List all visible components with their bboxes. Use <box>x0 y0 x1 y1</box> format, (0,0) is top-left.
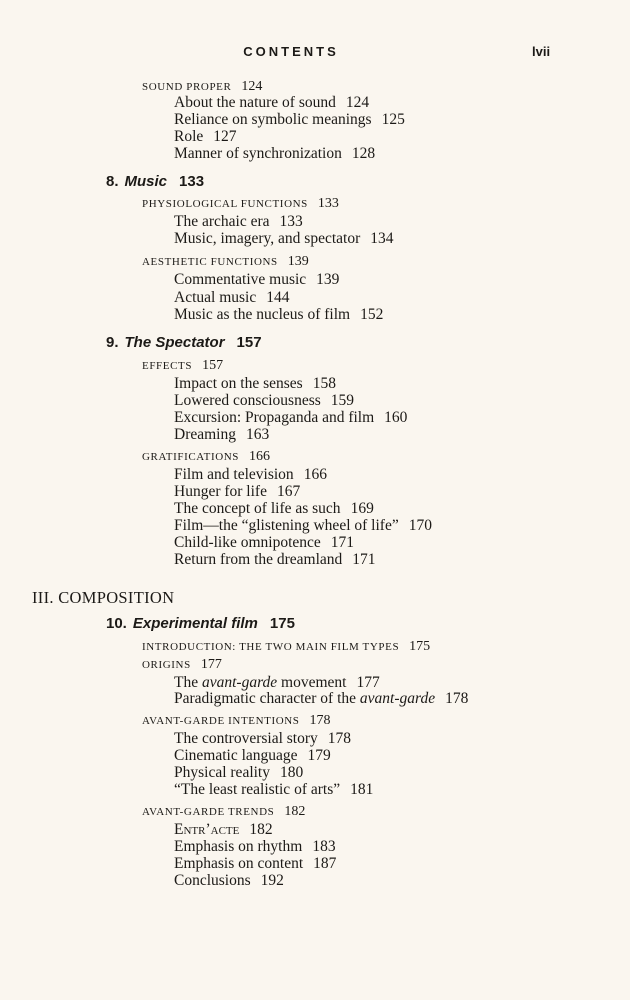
page-ref: 163 <box>245 426 270 443</box>
chapter-title: The Spectator <box>124 334 225 351</box>
subsection-entry <box>174 272 339 288</box>
subsection-entry <box>174 691 468 707</box>
page-ref: 133 <box>179 173 205 190</box>
page-ref: 133 <box>317 196 339 211</box>
page-ref: 144 <box>266 289 290 306</box>
chapter-number: 8. <box>106 173 119 190</box>
subsection-title: Film—the “glistening wheel of life” <box>174 517 399 534</box>
subsection-title: Conclusions <box>174 872 251 889</box>
section-title: INTRODUCTION: THE TWO MAIN FILM TYPES <box>142 641 400 653</box>
page-ref: 175 <box>269 615 295 632</box>
page-ref: 160 <box>384 409 408 426</box>
subsection-entry <box>174 518 432 534</box>
page-ref: 158 <box>312 375 336 392</box>
page-ref: 157 <box>202 358 224 373</box>
section-title: ORIGINS <box>142 659 191 671</box>
section-title: EFFECTS <box>142 360 193 372</box>
subsection-entry <box>174 307 383 323</box>
section-title: AVANT-GARDE INTENTIONS <box>142 715 300 727</box>
subsection-entry <box>174 393 354 409</box>
page-ref: 175 <box>409 639 431 654</box>
subsection-entry <box>174 748 331 764</box>
page-ref: 124 <box>345 94 370 111</box>
subsection-entry <box>174 95 369 111</box>
section-entry <box>142 80 262 94</box>
subsection-entry <box>174 839 336 855</box>
page-ref: 128 <box>351 145 376 162</box>
section-entry <box>142 450 270 464</box>
page-ref: 180 <box>280 764 304 781</box>
subsection-title: Child-like omnipotence <box>174 534 321 551</box>
subsection-title: Film and television <box>174 466 294 483</box>
page-ref: 134 <box>370 230 394 247</box>
subsection-title: The controversial story <box>174 730 318 747</box>
subsection-entry <box>174 146 375 162</box>
page-ref: 183 <box>312 838 336 855</box>
subsection-entry <box>174 290 289 306</box>
subsection-entry <box>174 856 336 872</box>
subsection-title: Emphasis on content <box>174 855 304 872</box>
subsection-title: Dreaming <box>174 426 236 443</box>
subsection-entry <box>174 231 393 247</box>
subsection-entry <box>174 467 327 483</box>
page-ref: 139 <box>287 254 309 269</box>
page-ref: 178 <box>327 730 352 747</box>
part-heading <box>32 590 174 607</box>
subsection-title: Emphasis on rhythm <box>174 838 303 855</box>
chapter-number: 9. <box>106 334 119 351</box>
subsection-entry <box>174 535 354 551</box>
subsection-entry <box>174 214 303 230</box>
subsection-title: Lowered consciousness <box>174 392 321 409</box>
page-ref: 133 <box>279 213 303 230</box>
subsection-entry <box>174 129 237 145</box>
subsection-title: Entr’acte <box>174 821 240 838</box>
page-ref: 181 <box>350 781 374 798</box>
page-ref: 157 <box>236 334 262 351</box>
page-ref: 167 <box>276 483 301 500</box>
section-entry <box>142 714 331 728</box>
subsection-entry <box>174 552 376 568</box>
page-ref: 182 <box>249 821 273 838</box>
section-entry <box>142 805 305 819</box>
page-ref: 178 <box>445 690 469 707</box>
page-ref: 152 <box>360 306 384 323</box>
subsection-title: Physical reality <box>174 764 270 781</box>
subsection-title: Actual music <box>174 289 257 306</box>
subsection-title: Role <box>174 128 204 145</box>
section-entry <box>142 255 309 269</box>
page-ref: 192 <box>260 872 284 889</box>
subsection-title: Impact on the senses <box>174 375 303 392</box>
subsection-entry <box>174 427 269 443</box>
subsection-title: Return from the dreamland <box>174 551 343 568</box>
page-ref: 170 <box>408 517 432 534</box>
page-ref: 159 <box>330 392 355 409</box>
page-ref: 166 <box>303 466 327 483</box>
italic-term: avant-garde <box>201 674 278 691</box>
page-ref: 171 <box>352 551 376 568</box>
subsection-title: “The least realistic of arts” <box>174 781 341 798</box>
page-ref: 127 <box>213 128 237 145</box>
page-ref: 124 <box>241 79 263 94</box>
italic-term: avant-garde <box>359 690 436 707</box>
page-ref: 139 <box>316 271 340 288</box>
section-entry <box>142 359 223 373</box>
chapter-entry <box>106 616 295 631</box>
section-entry <box>142 640 430 654</box>
subsection-entry <box>174 873 284 889</box>
subsection-title: The concept of life as such <box>174 500 341 517</box>
subsection-entry <box>174 765 303 781</box>
subsection-entry <box>174 501 374 517</box>
subsection-entry <box>174 675 380 691</box>
subsection-entry <box>174 782 373 798</box>
subsection-title: Manner of synchronization <box>174 145 342 162</box>
subsection-title: Music, imagery, and spectator <box>174 230 361 247</box>
page-ref: 178 <box>309 713 331 728</box>
subsection-title: Reliance on symbolic meanings <box>174 111 372 128</box>
page-ref: 125 <box>381 111 405 128</box>
page-ref: 177 <box>200 657 222 672</box>
subsection-title: The avant-garde movement <box>174 674 347 691</box>
page-ref: 182 <box>284 804 306 819</box>
page-ref: 179 <box>307 747 331 764</box>
subsection-entry <box>174 410 407 426</box>
subsection-entry <box>174 484 300 500</box>
subsection-title: Commentative music <box>174 271 307 288</box>
subsection-title: The archaic era <box>174 213 270 230</box>
chapter-number: 10. <box>106 615 127 632</box>
section-title: GRATIFICATIONS <box>142 451 240 463</box>
chapter-title: Experimental film <box>132 615 258 632</box>
subsection-title: Music as the nucleus of film <box>174 306 351 323</box>
subsection-title: Excursion: Propaganda and film <box>174 409 375 426</box>
page-ref: 177 <box>356 674 380 691</box>
page-title: CONTENTS <box>243 44 339 59</box>
subsection-title: About the nature of sound <box>174 94 336 111</box>
section-entry <box>142 197 339 211</box>
page-ref: 169 <box>350 500 374 517</box>
subsection-entry <box>174 731 351 747</box>
subsection-title: Hunger for life <box>174 483 267 500</box>
subsection-entry <box>174 112 405 128</box>
part-title: III. COMPOSITION <box>32 588 175 607</box>
chapter-entry <box>106 335 262 350</box>
section-title: PHYSIOLOGICAL FUNCTIONS <box>142 198 308 210</box>
section-entry <box>142 658 222 672</box>
chapter-title: Music <box>124 173 168 190</box>
page-number: lvii <box>532 44 551 59</box>
page-ref: 187 <box>313 855 337 872</box>
chapter-entry <box>106 174 204 189</box>
subsection-title: Cinematic language <box>174 747 298 764</box>
page-ref: 171 <box>330 534 355 551</box>
subsection-title: Paradigmatic character of the avant-garde <box>174 690 436 707</box>
subsection-entry <box>174 822 273 838</box>
section-title: SOUND PROPER <box>142 81 232 93</box>
page-ref: 166 <box>249 449 271 464</box>
subsection-entry <box>174 376 336 392</box>
section-title: AESTHETIC FUNCTIONS <box>142 256 278 268</box>
section-title: AVANT-GARDE TRENDS <box>142 806 275 818</box>
